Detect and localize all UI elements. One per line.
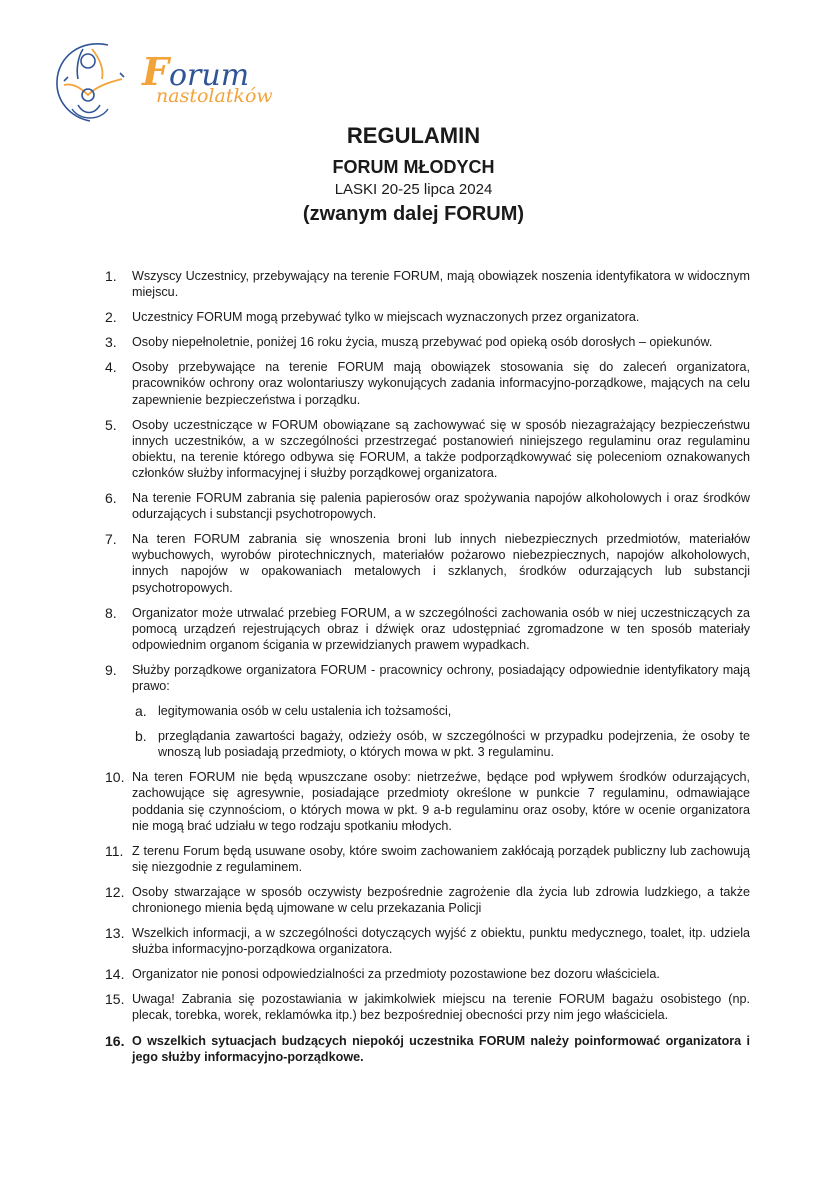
sub-item-letter: b. — [135, 728, 147, 745]
rule-item — [100, 662, 750, 760]
sub-item — [132, 703, 750, 719]
rule-text: Wszyscy Uczestnicy, przebywający na terenie FORUM, mają obowiązek noszenia identyfikatora w widocznym miejscu. — [132, 269, 750, 300]
rule-text: Na teren FORUM zabrania się wnoszenia broni lub innych niebezpiecznych przedmiotów, materiałów wybuchowych, wyrobów pirotechnicznych, materiałów pożarowo niebezpiecznych, napojów alkoholowych, innych napojów w opakowaniach metalowych i szklanych, środków odurzających lub substancji psychotropowych. — [132, 532, 750, 595]
rule-number: 9. — [105, 661, 117, 678]
rule-item — [100, 334, 750, 350]
sub-item-text: przeglądania zawartości bagaży, odzieży osób, w szczególności w przypadku podejrzenia, że osoby te wnoszą lub posiadają przedmioty, o których mowa w pkt. 3 regulaminu. — [158, 729, 750, 760]
logo-initial: F — [142, 49, 169, 94]
rule-number: 13. — [105, 925, 125, 942]
rules-list — [100, 268, 750, 1074]
rule-number: 1. — [105, 268, 117, 284]
sub-item-letter: a. — [135, 703, 147, 720]
rule-item — [100, 531, 750, 595]
sub-item — [132, 728, 750, 760]
rule-text: Uwaga! Zabrania się pozostawiania w jakimkolwiek miejscu na terenie FORUM bagażu osobistego (np. plecak, torebka, worek, reklamówka itp.) bez bezpośredniej obecności przy nim jego właściciela. — [132, 992, 750, 1023]
rule-text: O wszelkich sytuacjach budzących niepokój uczestnika FORUM należy poinformować organizatora i jego służby informacyjno-porządkowe. — [132, 1033, 750, 1064]
rule-number: 7. — [105, 531, 117, 548]
rule-item — [100, 1033, 750, 1065]
sub-item-text: legitymowania osób w celu ustalenia ich tożsamości, — [158, 704, 452, 719]
rule-item — [100, 769, 750, 833]
rule-text: Osoby niepełnoletnie, poniżej 16 roku życia, muszą przebywać pod opieką osób dorosłych – opiekunów. — [132, 335, 713, 350]
rule-number: 10. — [105, 769, 125, 786]
rule-item — [100, 884, 750, 916]
event-dates: LASKI 20-25 lipca 2024 — [334, 181, 493, 198]
rule-number: 2. — [105, 309, 117, 326]
document-subtitle: FORUM MŁODYCH — [332, 157, 495, 177]
rule-number: 6. — [105, 490, 117, 507]
rule-item — [100, 843, 750, 875]
rule-number: 11. — [105, 842, 124, 859]
rule-item — [100, 991, 750, 1023]
rule-item — [100, 268, 750, 300]
rule-item — [100, 359, 750, 407]
rule-text: Organizator może utrwalać przebieg FORUM, a w szczególności zachowania osób w niej uczestniczących za pomocą urządzeń rejestrujących obraz i dźwięk oraz udostępniać zgromadzone w ten sposób materiały odpowiednim organom ścigania w przewidzianych prawem wypadkach. — [132, 605, 750, 652]
logo-text — [142, 49, 282, 119]
rule-item — [100, 309, 750, 325]
rule-text: Służby porządkowe organizatora FORUM - pracownicy ochrony, posiadający odpowiednie identyfikatory mają prawo: — [132, 662, 750, 693]
rule-text: Z terenu Forum będą usuwane osoby, które swoim zachowaniem zakłócają porządek publiczny lub zachowują się niezgodnie z regulaminem. — [132, 843, 750, 874]
logo-word-rest: orum — [168, 58, 250, 93]
rule-number: 4. — [105, 359, 117, 376]
rule-number: 12. — [105, 883, 125, 900]
rule-number: 16. — [105, 1032, 125, 1049]
rule-number: 14. — [105, 966, 125, 983]
rule-item — [100, 605, 750, 653]
logo-word-nastolatkow: nastolatków — [156, 85, 273, 107]
rule-number: 3. — [105, 334, 117, 351]
rule-text: Wszelkich informacji, a w szczególności dotyczących wyjść z obiektu, punktu medycznego, toalet, itp. udziela służba informacyjno-porządkowa organizatora. — [132, 926, 750, 957]
rule-text: Osoby przebywające na terenie FORUM mają obowiązek stosowania się do zaleceń organizatora, pracowników ochrony oraz wolontariuszy wykonujących zadania informacyjno-porządkowe, mających na celu zapewnienie bezpieczeństwa i porządku. — [132, 360, 750, 407]
rule-text: Osoby uczestniczące w FORUM obowiązane są zachowywać się w sposób niezagrażający bezpieczeństwu innych uczestników, a w szczególności przestrzegać postanowień niniejszego regulaminu oraz regulaminu obiektu, na terenie którego odbywa się FORUM, a także podporządkowywać się poleceniom oznakowanych członków służby informacyjnej i służby porządkowej organizatora. — [132, 417, 750, 480]
document-header — [0, 122, 827, 227]
rule-number: 15. — [105, 991, 125, 1008]
rule-number: 5. — [105, 416, 117, 433]
rule-text: Na teren FORUM nie będą wpuszczane osoby: nietrzeźwe, będące pod wpływem środków odurzających, zachowujące się agresywnie, posiadające przedmioty określone w punkcie 7 regulaminu, odmawiające poddania się czynnościom, o których mowa w pkt. 9 a-b regulaminu oraz osoby, które w ocenie organizatora nie mogą brać udziału w tego rodzaju spotkaniu młodych. — [132, 770, 750, 833]
rule-item — [100, 490, 750, 522]
rule-9-sublist — [132, 703, 750, 760]
rule-text: Osoby stwarzające w sposób oczywisty bezpośrednie zagrożenie dla życia lub zdrowia ludzkiego, a także chronionego mienia będą ujmowane w celu przekazania Policji — [132, 884, 750, 915]
document-alias: (zwanym dalej FORUM) — [302, 203, 525, 225]
madonna-emblem-icon — [50, 35, 132, 125]
rule-text: Uczestnicy FORUM mogą przebywać tylko w miejscach wyznaczonych przez organizatora. — [132, 310, 640, 325]
rule-item — [100, 417, 750, 481]
rule-text: Na terenie FORUM zabrania się palenia papierosów oraz spożywania napojów alkoholowych i oraz środków odurzających i substancji psychotropowych. — [132, 491, 750, 522]
logo — [50, 35, 280, 125]
rule-item — [100, 925, 750, 957]
rule-text: Organizator nie ponosi odpowiedzialności za przedmioty pozostawione bez dozoru właściciela. — [132, 967, 660, 982]
rule-number: 8. — [105, 604, 117, 621]
document-title: REGULAMIN — [346, 123, 481, 148]
rule-item — [100, 966, 750, 982]
